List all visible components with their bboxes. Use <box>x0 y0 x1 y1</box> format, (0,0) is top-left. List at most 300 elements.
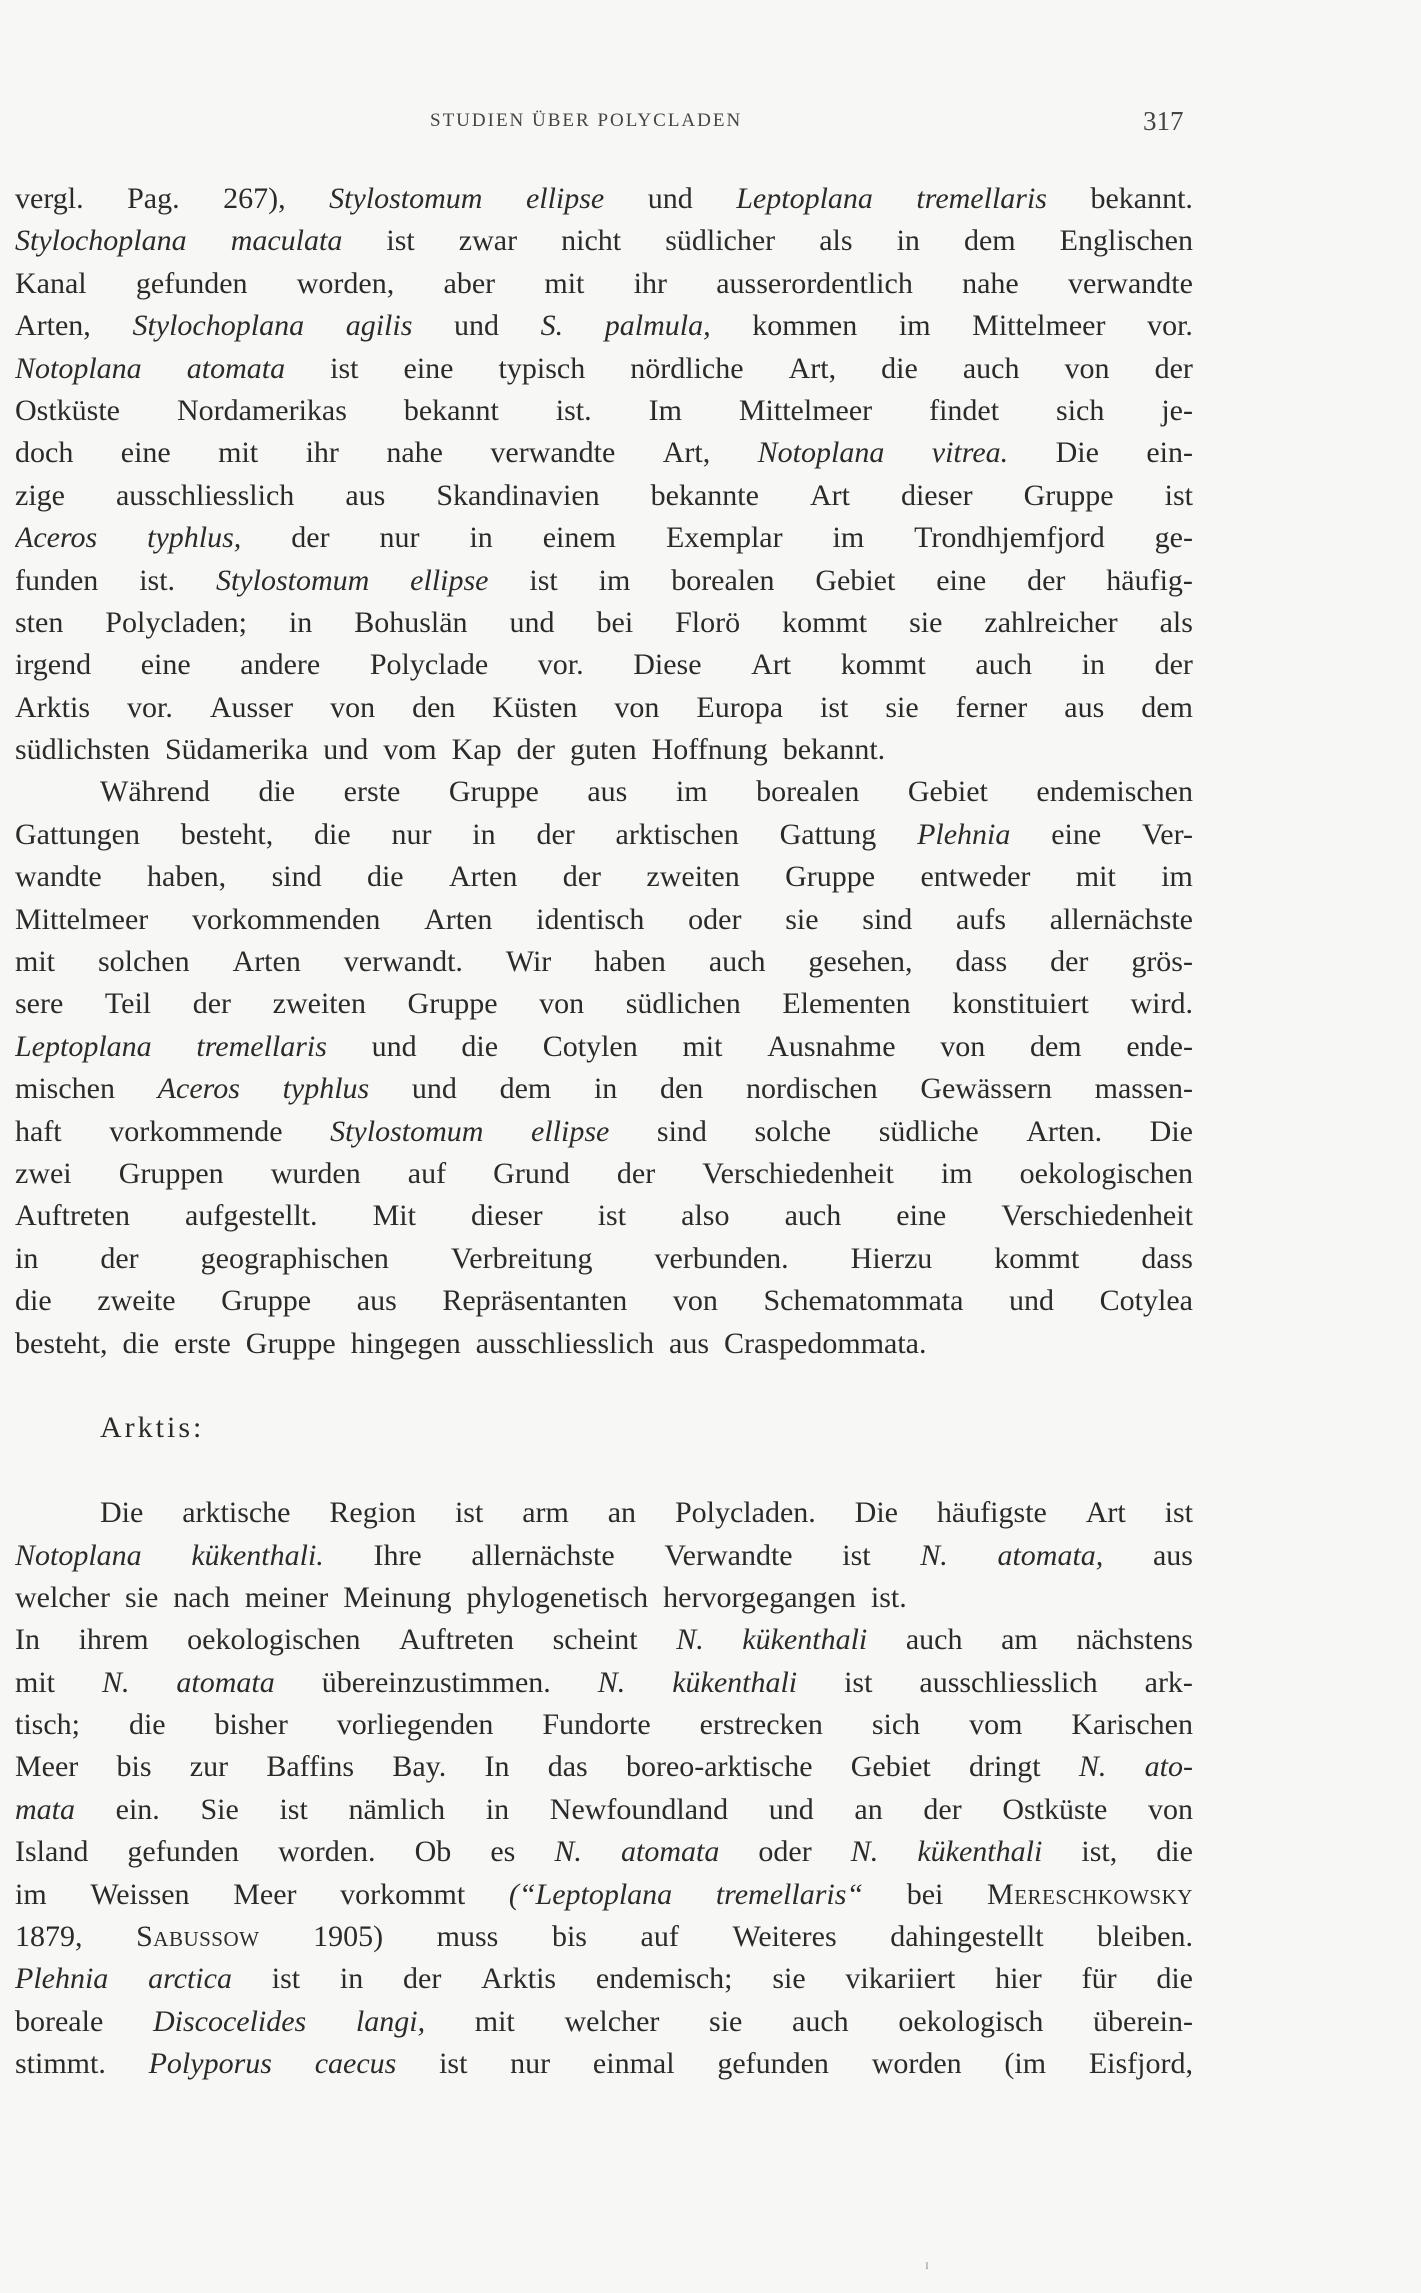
word: Arktis <box>481 1962 557 1996</box>
word: ist <box>439 2047 468 2081</box>
text-line <box>15 1195 1193 1237</box>
text-line <box>15 2001 1193 2043</box>
word: aufgestellt. <box>185 1199 318 1233</box>
word: Leptoplana <box>736 182 873 215</box>
word: im <box>598 563 631 597</box>
word: ist <box>1164 1496 1193 1530</box>
text-line <box>15 390 1193 432</box>
word: Gattung <box>779 817 877 851</box>
word: im <box>832 521 865 555</box>
word: Mittelmeer <box>972 309 1106 343</box>
word: bekannte <box>650 478 759 512</box>
word: Polyporus <box>148 2047 272 2081</box>
word: häufigste <box>936 1496 1047 1530</box>
word: Trondhjemfjord <box>914 521 1105 555</box>
word: Ver- <box>1141 817 1193 851</box>
word: und <box>323 733 369 767</box>
word: ausschliesslich <box>475 1326 655 1360</box>
word: Während <box>100 775 210 809</box>
word: aber <box>443 266 496 300</box>
word: Hierzu <box>850 1241 933 1275</box>
word: eine <box>140 648 191 682</box>
word: zweiten <box>646 860 740 894</box>
word: doch <box>15 436 74 470</box>
text-line <box>15 2043 1193 2085</box>
word: mischen <box>15 1072 115 1106</box>
word: der <box>403 1962 442 1996</box>
word: oder <box>758 1835 812 1869</box>
blank-line <box>15 1450 1193 1492</box>
text-line <box>15 729 1193 771</box>
word: N. <box>554 1835 582 1869</box>
word: ist <box>529 563 558 597</box>
text-line <box>15 1831 1193 1873</box>
word: südlichsten <box>15 733 150 767</box>
word: ausschliesslich <box>919 1665 1098 1699</box>
word: welcher <box>15 1580 110 1614</box>
word: vorkommende <box>109 1114 283 1148</box>
word: Mittelmeer <box>738 393 873 427</box>
text-line <box>15 1111 1193 1153</box>
word: haft <box>15 1114 62 1148</box>
word: zwei <box>15 1156 72 1190</box>
text-line <box>15 263 1193 305</box>
word: hier <box>995 1962 1042 1996</box>
word: bekannt. <box>1090 182 1193 215</box>
word: ellipse <box>531 1114 610 1148</box>
word: grös- <box>1131 945 1193 979</box>
word: bei <box>906 1877 944 1911</box>
word: funden <box>15 563 99 597</box>
word: dem <box>1029 1029 1082 1063</box>
word: ist <box>279 1792 308 1826</box>
word: (im <box>1004 2047 1047 2081</box>
text-line <box>15 1068 1193 1110</box>
text-line <box>15 220 1193 262</box>
word: als <box>1159 605 1193 639</box>
word: Kap <box>451 733 502 767</box>
word: Meer <box>15 1750 79 1784</box>
word: vorkommt <box>340 1877 466 1911</box>
word: der <box>562 860 602 894</box>
word: der <box>1027 563 1066 597</box>
word: Newfoundland <box>549 1792 729 1826</box>
word: ihr <box>305 436 339 470</box>
word: Baffins <box>266 1750 355 1784</box>
word: guten <box>569 733 637 767</box>
word: boreo-arktische <box>625 1750 813 1784</box>
word: dieser <box>471 1199 543 1233</box>
word: nördliche <box>630 351 744 385</box>
word: ferner <box>955 690 1028 724</box>
word: Polyclade <box>369 648 489 682</box>
word: dahingestellt <box>890 1920 1044 1954</box>
word: Arktis: <box>100 1411 205 1445</box>
text-line <box>15 348 1193 390</box>
word: Art <box>751 648 792 682</box>
word: auch <box>708 945 766 979</box>
word: Gebiet <box>907 775 988 809</box>
word: kommt <box>840 648 926 682</box>
word: muss <box>436 1920 499 1954</box>
word: endemisch; <box>595 1962 733 1996</box>
word: Weiteres <box>732 1920 837 1954</box>
word: phylogenetisch <box>466 1580 649 1614</box>
text-line <box>15 983 1193 1025</box>
word: vikariiert <box>845 1962 956 1996</box>
word: irgend <box>15 648 92 682</box>
word: langi, <box>355 2004 426 2038</box>
word: findet <box>929 393 1000 427</box>
word: Skandinavien <box>436 478 600 512</box>
word: massen- <box>1094 1072 1193 1106</box>
word: ist. <box>139 563 176 597</box>
word: haben <box>594 945 666 979</box>
word: Stylostomum <box>329 182 483 215</box>
word: tisch; <box>15 1708 80 1742</box>
word: sie <box>772 1962 806 1996</box>
word: tremellaris <box>196 1029 327 1063</box>
word: den <box>659 1072 704 1106</box>
word: mit <box>1075 860 1116 894</box>
section-heading <box>15 1407 1193 1449</box>
word: dringt <box>968 1750 1041 1784</box>
word: bisher <box>214 1708 288 1742</box>
word: ist, <box>1081 1835 1118 1869</box>
word: 1879, <box>15 1920 83 1954</box>
word: Gruppe <box>448 775 539 809</box>
word: zweite <box>97 1284 176 1318</box>
word: Grund <box>493 1156 570 1190</box>
word: geographischen <box>200 1241 389 1275</box>
word: je- <box>1161 393 1193 427</box>
word: Art, <box>662 436 711 470</box>
word: südlicher <box>665 224 776 258</box>
word: Plehnia <box>15 1962 109 1996</box>
word: in <box>339 1962 364 1996</box>
word: N. <box>850 1835 879 1869</box>
word: ist <box>597 1199 627 1233</box>
word: Florö <box>675 605 741 639</box>
text-line <box>15 1026 1193 1068</box>
word: meiner <box>244 1580 329 1614</box>
word: atomata, <box>997 1538 1104 1572</box>
word: ist. <box>870 1580 907 1614</box>
word: und <box>411 1072 457 1106</box>
word: auch <box>975 648 1033 682</box>
word: borealen <box>756 775 860 809</box>
word: in <box>485 1792 510 1826</box>
word: bei <box>596 605 634 639</box>
word: gefunden <box>717 2047 829 2081</box>
word: Hoffnung <box>651 733 768 767</box>
word: in <box>593 1072 618 1106</box>
word: von <box>1148 1792 1193 1826</box>
word: endemischen <box>1036 775 1193 809</box>
word: entweder <box>920 860 1031 894</box>
word: sie <box>124 1580 159 1614</box>
word: stimmt. <box>15 2047 106 2081</box>
word: der <box>192 987 232 1021</box>
word: im <box>15 1877 47 1911</box>
word: Stylochoplana <box>132 309 305 343</box>
word: ge- <box>1154 521 1193 555</box>
word: Ihre <box>373 1538 422 1572</box>
word: gesehen, <box>808 945 913 979</box>
word: sie <box>885 690 919 724</box>
word: wandte <box>15 860 102 894</box>
word: die <box>128 1708 166 1742</box>
word: einmal <box>592 2047 675 2081</box>
word: ist <box>454 1496 484 1530</box>
word: wurden <box>270 1156 361 1190</box>
word: Mereschkowsky <box>987 1877 1193 1911</box>
word: im <box>940 1156 973 1190</box>
word: (“Leptoplana <box>508 1877 673 1911</box>
word: Ausser <box>209 690 294 724</box>
word: den <box>412 690 456 724</box>
word: südliche <box>878 1114 979 1148</box>
word: ellipse <box>525 182 605 215</box>
word: nur <box>379 521 420 555</box>
word: arktische <box>182 1496 291 1530</box>
word: Notoplana <box>15 1538 142 1572</box>
word: aus <box>345 478 386 512</box>
word: nur <box>391 817 432 851</box>
word: Exemplar <box>665 521 783 555</box>
word: eine <box>936 563 987 597</box>
word: zige <box>15 478 65 512</box>
word: häufig- <box>1106 563 1193 597</box>
word: der <box>1050 945 1089 979</box>
word: kommen <box>752 309 858 343</box>
word: auch <box>962 351 1020 385</box>
word: gefunden <box>135 266 248 300</box>
word: Polycladen; <box>105 605 247 639</box>
word: also <box>681 1199 730 1233</box>
body-text <box>15 178 1193 2086</box>
word: auch <box>784 1199 842 1233</box>
word: Die <box>100 1496 144 1530</box>
word: aus <box>669 1326 710 1360</box>
word: Diese <box>633 648 702 682</box>
word: ist <box>844 1665 873 1699</box>
word: typhlus <box>282 1072 370 1106</box>
word: Cotylen <box>542 1029 638 1063</box>
word: hingegen <box>350 1326 461 1360</box>
word: in <box>288 605 313 639</box>
word: auch <box>792 2004 849 2038</box>
word: N. <box>1078 1750 1107 1784</box>
text-line <box>15 814 1193 856</box>
word: Verschiedenheit <box>702 1156 894 1190</box>
word: zweiten <box>272 987 366 1021</box>
word: Verwandte <box>664 1538 793 1572</box>
word: Stylochoplana <box>15 224 187 258</box>
word: Eisfjord, <box>1088 2047 1193 2081</box>
word: Ostküste <box>15 393 120 427</box>
word: Sabussow <box>136 1920 260 1954</box>
word: das <box>547 1750 588 1784</box>
word: Mit <box>372 1199 416 1233</box>
word: bis <box>551 1920 587 1954</box>
word: ark- <box>1144 1665 1193 1699</box>
word: arktischen <box>615 817 739 851</box>
word: vor. <box>1147 309 1193 343</box>
word: sie <box>785 902 819 936</box>
text-line <box>15 644 1193 686</box>
word: der <box>536 817 575 851</box>
word: vorkommenden <box>192 902 381 936</box>
word: hervorgegangen <box>663 1580 856 1614</box>
word: Gewässern <box>920 1072 1052 1106</box>
word: N. <box>920 1538 948 1572</box>
word: Repräsentanten <box>442 1284 628 1318</box>
word: dem <box>499 1072 552 1106</box>
text-line <box>15 1280 1193 1322</box>
word: borealen <box>671 563 775 597</box>
word: und <box>454 309 500 343</box>
word: der <box>516 733 555 767</box>
page-number: 317 <box>1143 106 1184 136</box>
word: vom <box>969 1708 1023 1742</box>
word: kükenthali <box>917 1835 1043 1869</box>
word: auch <box>905 1623 963 1657</box>
word: nach <box>173 1580 230 1614</box>
word: Wir <box>505 945 552 979</box>
word: Kanal <box>15 266 87 300</box>
word: Südamerika <box>165 733 309 767</box>
word: allernächste <box>1049 902 1193 936</box>
word: atomata <box>186 351 286 385</box>
word: Ausnahme <box>767 1029 896 1063</box>
word: besteht, <box>180 817 274 851</box>
word: ist <box>330 351 359 385</box>
text-line <box>15 178 1193 220</box>
word: Arktis <box>15 690 90 724</box>
word: N. <box>676 1623 704 1657</box>
word: S. <box>540 309 564 343</box>
word: Auftreten <box>399 1623 515 1657</box>
text-line <box>15 1874 1193 1916</box>
word: erste <box>343 775 401 809</box>
word: ende- <box>1126 1029 1193 1063</box>
blank-line <box>15 1365 1193 1407</box>
word: der <box>1154 351 1193 385</box>
word: Mittelmeer <box>15 902 149 936</box>
word: im <box>1161 860 1193 894</box>
word: ist. <box>555 393 592 427</box>
word: sich <box>1056 393 1105 427</box>
word: Auftreten <box>15 1199 130 1233</box>
word: atomata <box>621 1835 720 1869</box>
word: eine <box>896 1199 947 1233</box>
word: Stylostomum <box>330 1114 484 1148</box>
word: Region <box>329 1496 417 1530</box>
word: allernächste <box>471 1538 615 1572</box>
word: Ostküste <box>1002 1792 1108 1826</box>
word: von <box>330 690 376 724</box>
word: mit <box>544 266 585 300</box>
word: Aceros <box>15 521 98 555</box>
word: oekologischen <box>1019 1156 1193 1190</box>
word: vergl. <box>15 182 84 215</box>
word: sich <box>871 1708 921 1742</box>
word: aus <box>356 1284 397 1318</box>
word: der <box>100 1241 139 1275</box>
word: in <box>15 1241 39 1275</box>
word: N. <box>101 1665 130 1699</box>
word: Weissen <box>90 1877 190 1911</box>
word: die <box>1156 1835 1193 1869</box>
text-line <box>15 1238 1193 1280</box>
word: für <box>1081 1962 1117 1996</box>
word: nahe <box>386 436 443 470</box>
word: mata <box>15 1792 75 1826</box>
word: mit <box>682 1029 723 1063</box>
word: typisch <box>498 351 586 385</box>
word: Die <box>1149 1114 1193 1148</box>
word: typhlus, <box>147 521 242 555</box>
word: die <box>15 1284 52 1318</box>
word: ist <box>842 1538 871 1572</box>
word: Küsten <box>492 690 578 724</box>
word: der <box>923 1792 962 1826</box>
word: sind <box>271 860 322 894</box>
running-title: STUDIEN ÜBER POLYCLADEN <box>430 110 743 131</box>
word: ein- <box>1146 436 1193 470</box>
word: worden <box>871 2047 962 2081</box>
word: Meinung <box>343 1580 452 1614</box>
word: Art <box>1085 1496 1126 1530</box>
word: der <box>1154 648 1193 682</box>
word: an <box>854 1792 883 1826</box>
word: dem <box>963 224 1016 258</box>
text-line <box>15 1619 1193 1661</box>
word: Ob <box>414 1835 452 1869</box>
word: Plehnia <box>917 817 1011 851</box>
word: besteht, <box>15 1326 108 1360</box>
word: erstrecken <box>699 1708 823 1742</box>
word: Pag. <box>127 182 180 215</box>
word: ausserordentlich <box>716 266 913 300</box>
word: Craspedommata. <box>724 1326 927 1360</box>
word: südlichen <box>625 987 741 1021</box>
word: ihr <box>633 266 667 300</box>
word: atomata <box>176 1665 275 1699</box>
word: palmula, <box>604 309 711 343</box>
word: andere <box>240 648 321 682</box>
word: Notoplana <box>757 436 885 470</box>
word: die <box>366 860 404 894</box>
word: aufs <box>956 902 1006 936</box>
word: die <box>258 775 296 809</box>
word: Gruppe <box>1023 478 1114 512</box>
word: vor. <box>537 648 584 682</box>
text-line <box>15 432 1193 474</box>
word: zwar <box>458 224 518 258</box>
running-head <box>0 106 1421 140</box>
word: wird. <box>1130 987 1193 1021</box>
word: boreale <box>15 2004 104 2038</box>
word: und <box>768 1792 814 1826</box>
word: ellipse <box>410 563 489 597</box>
word: sten <box>15 605 64 639</box>
word: erste <box>174 1326 231 1360</box>
word: die <box>314 817 351 851</box>
word: bleiben. <box>1097 1920 1193 1954</box>
word: im <box>898 309 931 343</box>
